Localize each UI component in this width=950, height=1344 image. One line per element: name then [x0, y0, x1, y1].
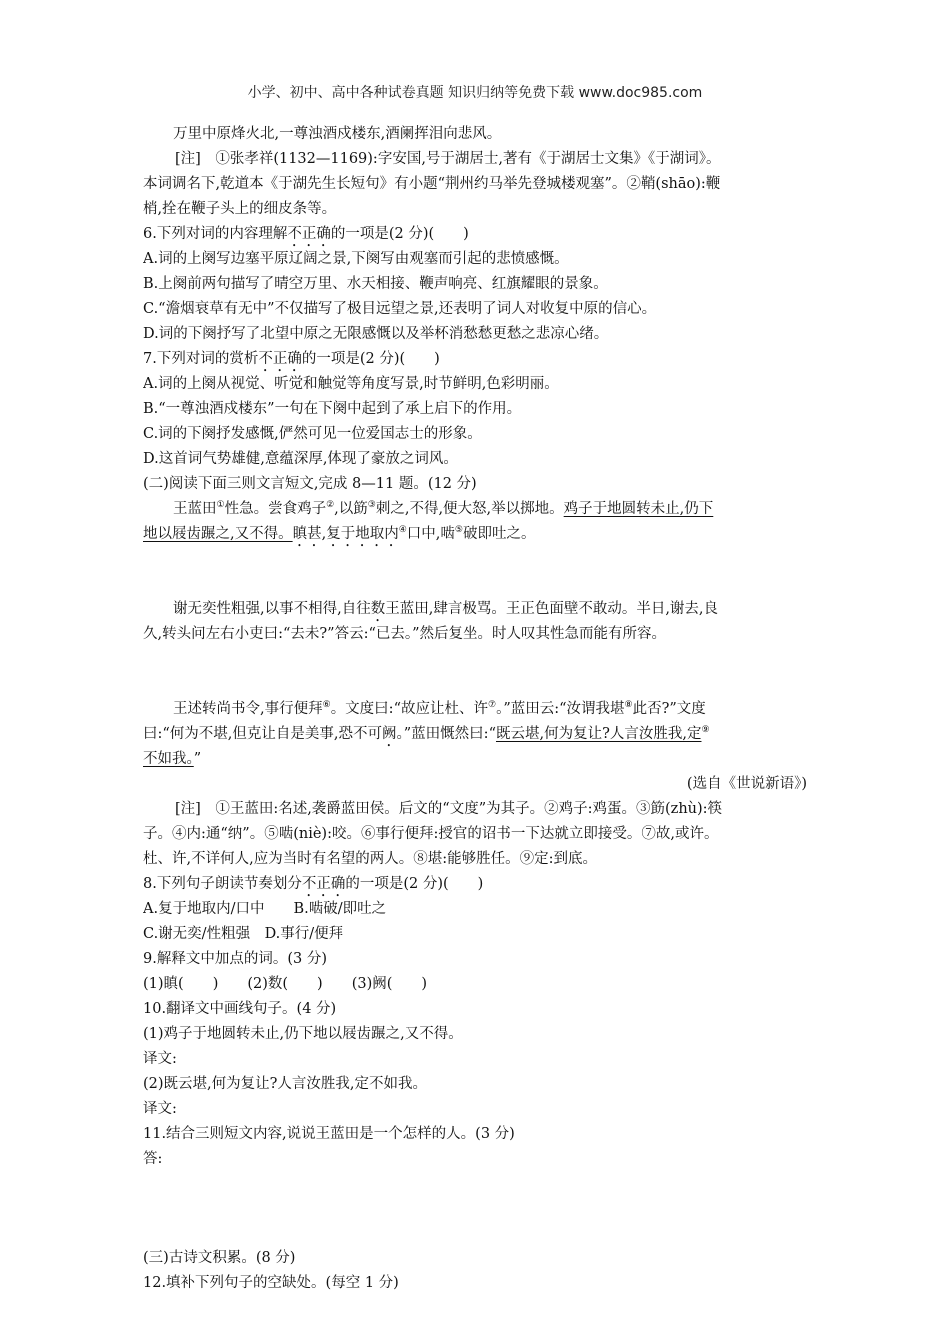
q8-stem-text: 8.下列句子朗读节奏划分 [143, 876, 302, 892]
question-6-option-d: D.词的下阕抒写了北望中原之无限感慨以及举杯消愁愁更愁之悲凉心绪。 [143, 326, 609, 342]
dotted-word-que: 阙 [382, 726, 397, 742]
underlined-sentence-1a: 鸡子于地圆转未止,仍下 [563, 501, 714, 517]
question-8-stem [143, 872, 807, 897]
question-10-sentence-2: (2)既云堪,何为复让?人言汝胜我,定不如我。 [143, 1076, 428, 1092]
passage-note-line-1: [注] ①王蓝田:名述,袭爵蓝田侯。后文的“文度”为其子。②鸡子:鸡蛋。③筯(zhù):筷 [175, 801, 723, 817]
spacer [143, 647, 807, 697]
note-ref: ⑦ [488, 700, 497, 711]
passage-3-text: ” [193, 751, 202, 767]
poem-note-line-2: 本词调名下,乾道本《于湖先生长短句》有小题“荆州约马举先登城楼观塞”。②鞘(shāo):鞭 [143, 176, 721, 192]
passage-3-text: 。文度曰:“故应让杜、许 [330, 701, 488, 717]
passage-2-text: 王蓝田,肆言极骂。王正色面壁不敢动。半日,谢去,良 [385, 601, 719, 617]
passage-3-text: 此否?”文度 [632, 701, 706, 717]
question-8-options-cd: C.谢无奕/性粗强 D.事行/便拜 [143, 926, 344, 942]
passage-1-text: 破即吐之。 [462, 526, 536, 542]
passage-2-line-2: 久,转头问左右小吏曰:“去未?”答云:“已去。”然后复坐。时人叹其性急而能有所容。 [143, 626, 667, 642]
page-content [143, 122, 807, 1296]
note-ref: ⑧ [624, 700, 633, 711]
question-10-stem: 10.翻译文中画线句子。(4 分) [143, 1001, 337, 1017]
question-10-sentence-1: (1)鸡子于地圆转未止,仍下地以屐齿蹍之,又不得。 [143, 1026, 463, 1042]
passage-3-text: 。”蓝田慨然曰:“ [396, 726, 496, 742]
passage-1-line-2 [143, 522, 807, 547]
spacer [143, 1222, 807, 1246]
passage-1-text: 口中, [406, 526, 441, 542]
passage-3-line-1 [143, 697, 807, 722]
spacer [143, 547, 807, 597]
question-9-items: (1)瞋( ) (2)数( ) (3)阙( ) [143, 976, 428, 992]
underlined-sentence-1b: 地以屐齿蹍之,又不得。 [143, 526, 293, 542]
section-3-title: (三)古诗文积累。(8 分) [143, 1250, 296, 1266]
passage-1-text: ,以筯 [334, 501, 368, 517]
q7-stem-text: 7.下列对词的赏析 [143, 351, 259, 367]
dotted-word-shu: 数 [370, 601, 386, 617]
passage-3-text: 曰:“何为不堪,但克让自是美事,恐不可 [143, 726, 383, 742]
note-ref: ⑨ [701, 725, 710, 736]
source-citation: (选自《世说新语》) [686, 776, 807, 792]
question-7-option-d: D.这首词气势雄健,意蕴深厚,体现了豪放之词风。 [143, 451, 458, 467]
note-ref: ⑥ [322, 700, 331, 711]
passage-1-text: 王蓝田 [173, 501, 217, 517]
question-10-answer-label-2: 译文: [143, 1101, 177, 1117]
note-ref: ① [216, 500, 225, 511]
q7-stem-score: 的一项是(2 分)( ) [301, 351, 440, 367]
question-9-stem: 9.解释文中加点的词。(3 分) [143, 951, 327, 967]
passage-1-line-1 [143, 497, 807, 522]
question-6-stem [143, 222, 807, 247]
note-ref: ② [326, 500, 335, 511]
note-ref: ③ [367, 500, 376, 511]
question-12-stem: 12.填补下列句子的空缺处。(每空 1 分) [143, 1275, 399, 1291]
question-6-option-c: C.“澹烟衰草有无中”不仅描写了极目远望之景,还表明了词人对收复中原的信心。 [143, 301, 657, 317]
passage-3-text: 王述转尚书令,事行便拜 [173, 701, 323, 717]
passage-1-char: 啮 [440, 526, 455, 542]
q6-emphasis: 不正确 [287, 226, 331, 242]
poem-last-line: 万里中原烽火北,一尊浊酒戍楼东,酒阑挥泪向悲风。 [173, 126, 502, 142]
q7-emphasis: 不正确 [258, 351, 302, 367]
note-ref: ⑤ [454, 525, 463, 536]
question-6-option-a: A.词的上阕写边塞平原辽阔之景,下阕写由观塞而引起的悲愤感慨。 [143, 251, 569, 267]
question-7-option-a: A.词的上阕从视觉、听觉和触觉等角度写景,时节鲜明,色彩明丽。 [143, 376, 559, 392]
poem-note-line-1: [注] ①张孝祥(1132—1169):字安国,号于湖居士,著有《于湖居士文集》《于湖词》。 [175, 151, 721, 167]
question-11-stem: 11.结合三则短文内容,说说王蓝田是一个怎样的人。(3 分) [143, 1126, 515, 1142]
underlined-sentence-2b: 不如我。 [143, 751, 194, 767]
q8-stem-score: 的一项是(2 分)( ) [345, 876, 484, 892]
question-7-option-b: B.“一尊浊酒戍楼东”一句在下阕中起到了承上启下的作用。 [143, 401, 522, 417]
note-ref: ④ [398, 525, 407, 536]
passage-note-line-3: 杜、许,不详何人,应为当时有名望的两人。⑧堪:能够胜任。⑨定:到底。 [143, 851, 597, 867]
poem-note-line-3: 梢,拴在鞭子头上的细皮条等。 [143, 201, 337, 217]
question-10-answer-label-1: 译文: [143, 1051, 177, 1067]
question-7-option-c: C.词的下阕抒发感慨,俨然可见一位爱国志士的形象。 [143, 426, 482, 442]
page-header: 小学、初中、高中各种试卷真题 知识归纳等免费下载 www.doc985.com [247, 85, 703, 101]
passage-1-text: 性急。尝食鸡子 [224, 501, 327, 517]
question-11-answer-label: 答: [143, 1151, 163, 1167]
q8-emphasis: 不正确 [301, 876, 346, 892]
q6-stem-text: 6.下列对词的内容理解 [143, 226, 288, 242]
passage-3-line-3 [143, 747, 807, 772]
underlined-sentence-2a: 既云堪,何为复让?人言汝胜我,定 [495, 726, 702, 742]
question-7-stem [143, 347, 807, 372]
passage-note-line-2: 子。④内:通“纳”。⑤啮(niè):咬。⑥事行便拜:授官的诏书一下达就立即接受。⑦故,或许。 [143, 826, 719, 842]
passage-1-text: 刺之,不得,便大怒,举以掷地。 [375, 501, 564, 517]
question-8-options-ab: A.复于地取内/口中 B.啮破/即吐之 [143, 901, 387, 917]
passage-2-text: 谢无奕性粗强,以事不相得,自往 [173, 601, 371, 617]
question-6-option-b: B.上阕前两句描写了晴空万里、水天相接、鞭声响亮、红旗耀眼的景象。 [143, 276, 608, 292]
spacer [143, 1172, 807, 1222]
passage-3-line-2 [143, 722, 807, 747]
section-2-title: (二)阅读下面三则文言短文,完成 8—11 题。(12 分) [143, 476, 477, 492]
q6-stem-score: 的一项是(2 分)( ) [330, 226, 469, 242]
passage-3-text: 。”蓝田云:“汝谓我堪 [496, 701, 625, 717]
passage-2-line-1 [143, 597, 807, 622]
passage-1-text: 瞋甚,复于地取内 [292, 526, 399, 542]
